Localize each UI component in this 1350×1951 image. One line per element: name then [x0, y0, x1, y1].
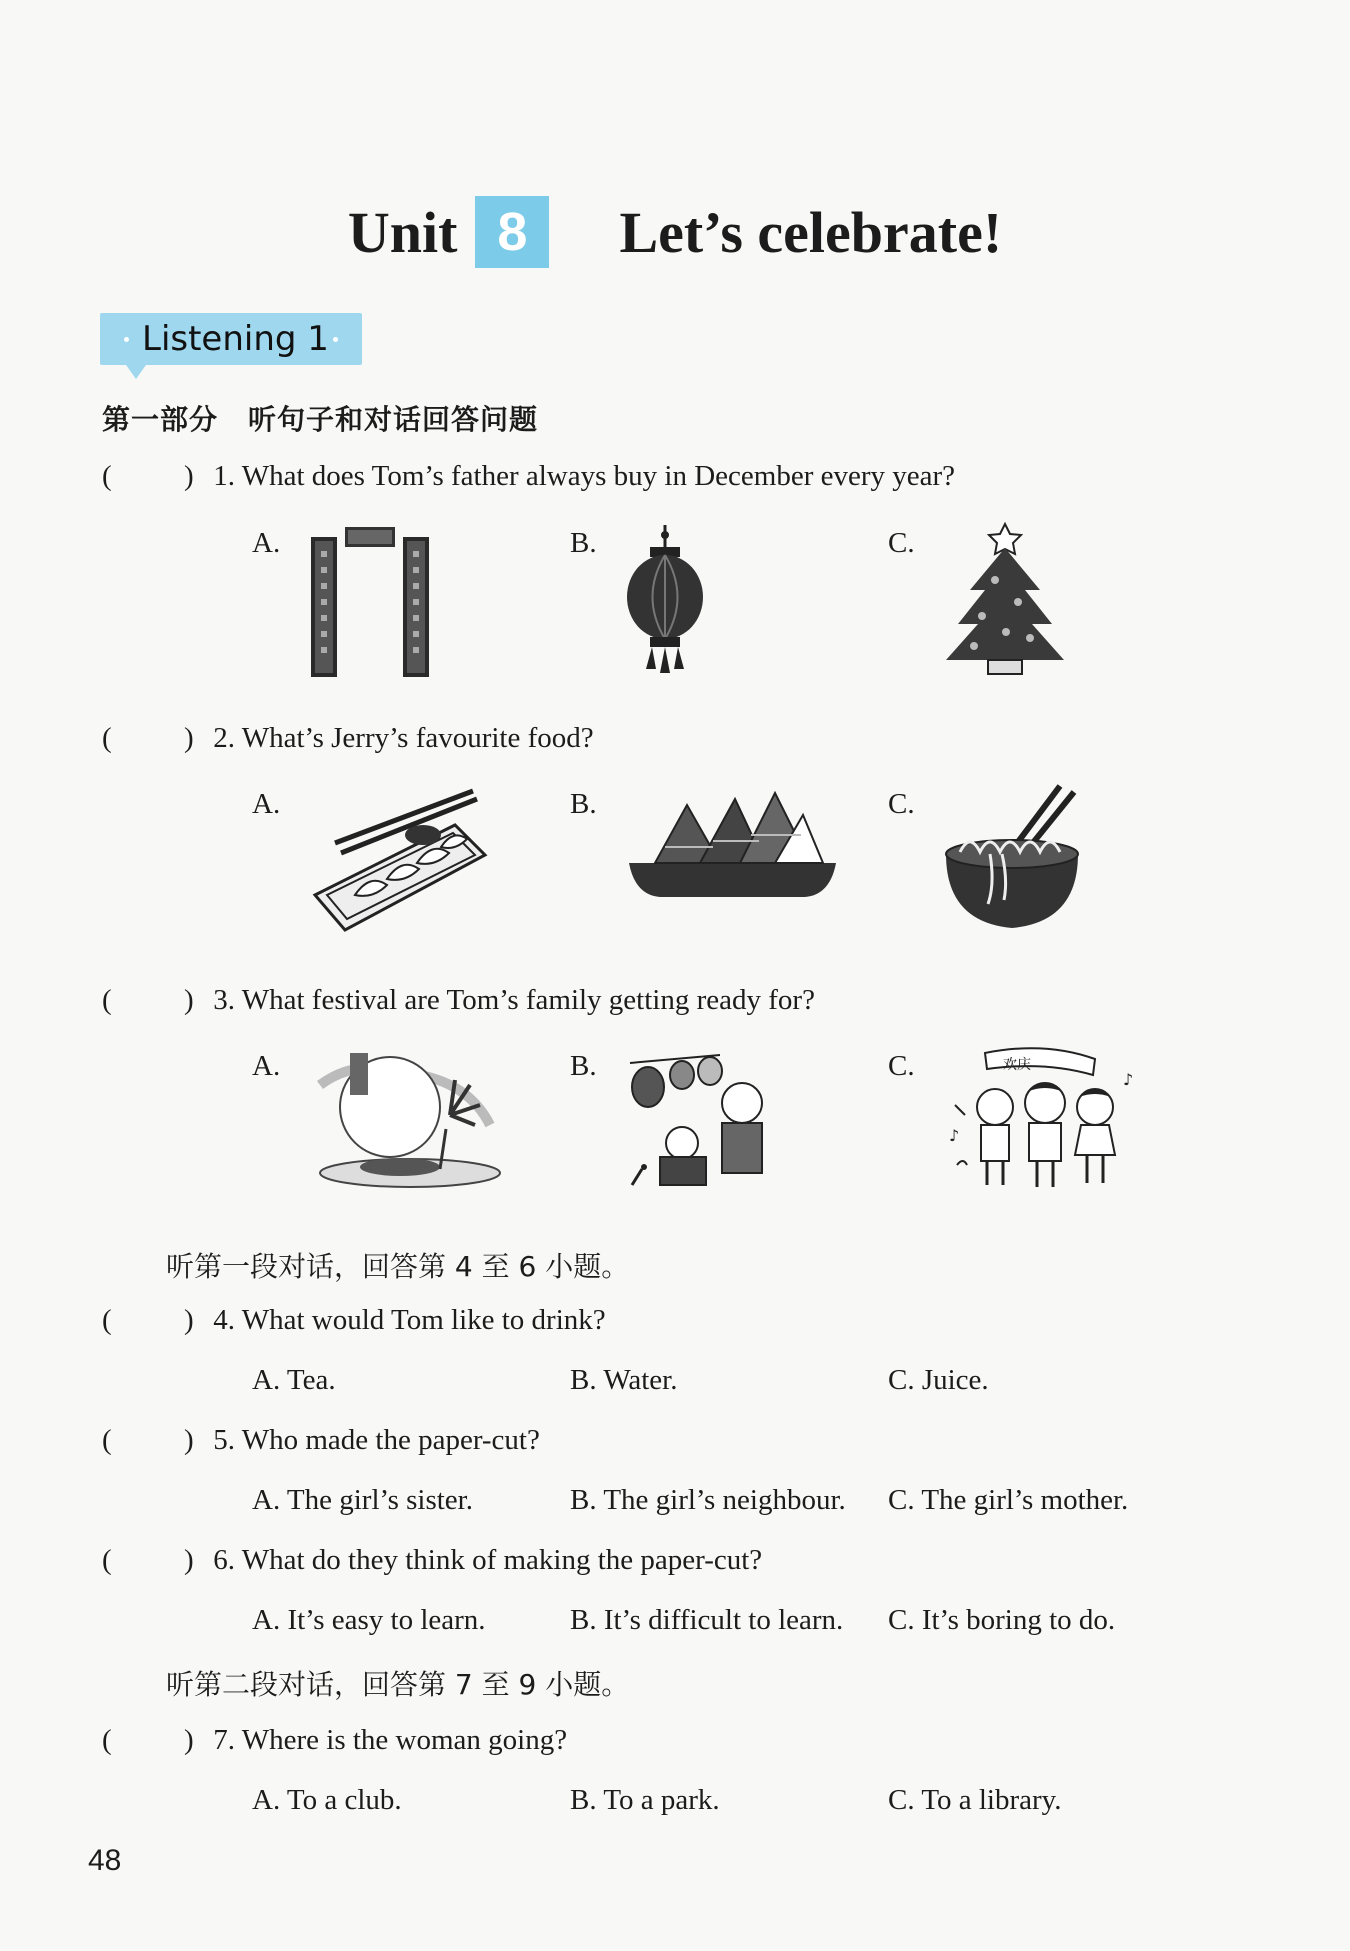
question-2: ( ) 2. What’s Jerry’s favourite food?	[102, 722, 594, 754]
question-5: ( ) 5. Who made the paper-cut?	[102, 1424, 540, 1456]
question-3: ( ) 3. What festival are Tom’s family getting ready for?	[102, 984, 815, 1016]
option-letter: A.	[252, 527, 281, 559]
option-b: B. The girl’s neighbour.	[570, 1484, 846, 1516]
part-heading	[102, 398, 538, 438]
unit-word: Unit	[347, 199, 458, 265]
question-4: ( ) 4. What would Tom like to drink?	[102, 1304, 606, 1336]
question-number: 4.	[213, 1304, 235, 1336]
option-letter: B.	[570, 527, 597, 559]
dialogue-1-instruction: 听第一段对话，回答第 4 至 6 小题。	[166, 1250, 630, 1283]
unit-subtitle: Let’s celebrate!	[619, 199, 1003, 265]
question-text: What do they think of making the paper-cut?	[241, 1544, 763, 1576]
answer-blank[interactable]: (	[102, 1544, 112, 1576]
mid-autumn-icon	[300, 1045, 510, 1195]
answer-blank[interactable]: (	[102, 460, 112, 492]
option-b: B. Water.	[570, 1364, 678, 1396]
answer-blank[interactable]: (	[102, 1724, 112, 1756]
question-number: 3.	[213, 984, 235, 1016]
question-number: 1.	[213, 460, 235, 492]
option-letter: C.	[888, 788, 915, 820]
option-a: A. To a club.	[252, 1784, 402, 1816]
option-letter: A.	[252, 788, 281, 820]
option-letter: B.	[570, 1050, 597, 1082]
answer-blank[interactable]: (	[102, 1424, 112, 1456]
answer-blank[interactable]: (	[102, 722, 112, 754]
christmas-tree-icon	[940, 520, 1070, 675]
dialogue-2-instruction: 听第二段对话，回答第 7 至 9 小题。	[166, 1668, 630, 1701]
question-number: 6.	[213, 1544, 235, 1576]
section-tag-label: Listening 1	[142, 319, 329, 359]
tag-dot-icon	[124, 337, 129, 342]
question-7: ( ) 7. Where is the woman going?	[102, 1724, 568, 1756]
option-c: C. Juice.	[888, 1364, 989, 1396]
question-text: What would Tom like to drink?	[241, 1304, 606, 1336]
option-letter: B.	[570, 788, 597, 820]
part-instruction: 听句子和对话回答问题	[248, 403, 539, 436]
unit-title	[0, 196, 1350, 268]
unit-number-badge: 8	[475, 196, 549, 268]
noodles-icon	[940, 782, 1085, 932]
section-tag	[100, 313, 362, 365]
question-text: Where is the woman going?	[241, 1724, 568, 1756]
lantern-icon	[620, 525, 710, 675]
answer-blank[interactable]: (	[102, 984, 112, 1016]
option-letter: C.	[888, 1050, 915, 1082]
question-text: What festival are Tom’s family getting ready for?	[241, 984, 815, 1016]
option-b: B. To a park.	[570, 1784, 720, 1816]
option-letter: C.	[888, 527, 915, 559]
option-c: C. The girl’s mother.	[888, 1484, 1129, 1516]
answer-blank[interactable]: (	[102, 1304, 112, 1336]
couplets-icon	[305, 525, 435, 680]
question-number: 2.	[213, 722, 235, 754]
option-a: A. Tea.	[252, 1364, 336, 1396]
option-a: A. The girl’s sister.	[252, 1484, 473, 1516]
svg-text:♪: ♪	[949, 1126, 960, 1145]
spring-festival-icon	[620, 1045, 780, 1195]
tag-dot-icon	[333, 337, 338, 342]
question-text: What does Tom’s father always buy in December every year?	[241, 460, 956, 492]
zongzi-icon	[625, 785, 840, 905]
page-number: 48	[88, 1844, 122, 1877]
question-number: 7.	[213, 1724, 235, 1756]
option-a: A. It’s easy to learn.	[252, 1604, 486, 1636]
option-c: C. To a library.	[888, 1784, 1062, 1816]
banner-text: 欢庆	[1003, 1057, 1031, 1073]
question-text: What’s Jerry’s favourite food?	[241, 722, 594, 754]
question-1: ( ) 1. What does Tom’s father always buy in December every year?	[102, 460, 956, 492]
option-letter: A.	[252, 1050, 281, 1082]
question-text: Who made the paper-cut?	[241, 1424, 540, 1456]
celebration-children-icon	[945, 1045, 1145, 1195]
part-label: 第一部分	[102, 403, 219, 436]
dumplings-icon	[305, 785, 495, 935]
question-6: ( ) 6. What do they think of making the paper-cut?	[102, 1544, 763, 1576]
option-b: B. It’s difficult to learn.	[570, 1604, 844, 1636]
option-c: C. It’s boring to do.	[888, 1604, 1116, 1636]
svg-text:♪: ♪	[1123, 1070, 1134, 1089]
question-number: 5.	[213, 1424, 235, 1456]
